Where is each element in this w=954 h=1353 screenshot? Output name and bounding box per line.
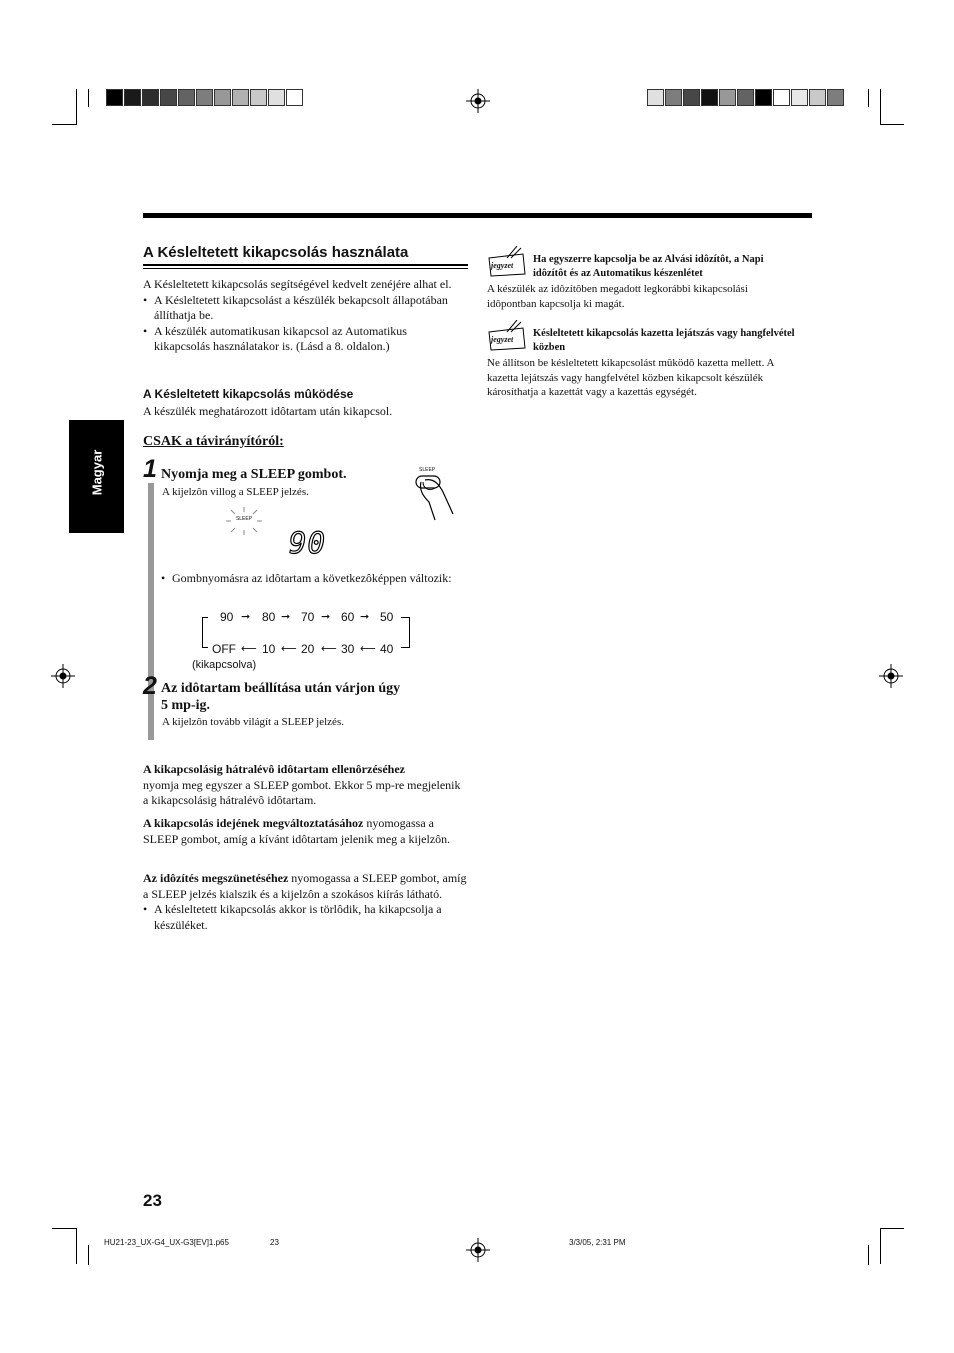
section-title: A Késleltetett kikapcsolás használata	[143, 244, 409, 261]
seq-top-0: 90	[220, 610, 234, 624]
side-tab-label: Magyar	[89, 449, 105, 496]
side-tab	[69, 420, 124, 533]
step1-number: 1	[143, 455, 157, 483]
note-2-title: Késleltetett kikapcsolás kazetta lejátszás vagy hangfelvétel közben	[533, 328, 795, 353]
note-2-icon-label: jegyzet	[491, 335, 514, 344]
step1-bullet: • Gombnyomásra az idôtartam a következôképpen változik:	[161, 571, 452, 587]
section-title-rule-thin	[143, 268, 468, 269]
top-rule	[143, 213, 812, 218]
section-title-rule	[143, 264, 468, 266]
seq-bottom-0: OFF	[212, 642, 236, 656]
seq-note: (kikapcsolva)	[192, 659, 257, 671]
arrow-right-icon: ➞	[360, 610, 370, 623]
check-paragraph	[143, 762, 468, 809]
sleep-button-label: SLEEP	[419, 467, 436, 473]
loop-bracket-right	[401, 617, 410, 648]
note-2-text: Ne állítson be késleltetett kikapcsolást mûködô kazetta mellett. A kazetta lejátszás vagy hangfelvétel közben kikapcsolt készülék károsíthatja a kazettát vagy a kazettás egységét.	[487, 357, 774, 398]
registration-mark-top-icon	[466, 89, 490, 113]
step2-title-line1: Az idôtartam beállítása után várjon úgy	[161, 681, 401, 696]
change-bold: A kikapcsolás idejének megváltoztatásához	[143, 816, 364, 830]
seq-bottom-3: 30	[341, 642, 355, 656]
display-sleep-indicator: SLEEP	[235, 516, 253, 522]
seq-top-3: 60	[341, 610, 355, 624]
step-bar	[148, 483, 154, 740]
footer-date: 3/3/05, 2:31 PM	[569, 1238, 626, 1247]
step1-title: Nyomja meg a SLEEP gombot.	[161, 467, 347, 482]
step2-title-line2: 5 mp-ig.	[161, 698, 210, 713]
arrow-left-icon: ⟵	[360, 642, 376, 655]
change-paragraph	[143, 816, 468, 847]
cancel-bullet: • A késleltetett kikapcsolás akkor is törlôdik, ha kikapcsolja a készüléket.	[143, 902, 468, 933]
seq-bottom-1: 10	[262, 642, 276, 656]
registration-mark-right-icon	[879, 664, 903, 688]
seq-bottom-2: 20	[301, 642, 315, 656]
cancel-paragraph	[143, 871, 468, 933]
note-1-text: A készülék az idôzítôben megadott legkorábbi kikapcsolási idôpontban kapcsolja ki magát.	[487, 283, 748, 310]
intro-text: A Késleltetett kikapcsolás segítségével kedvelt zenéjére alhat el.	[143, 277, 452, 291]
cancel-bold: Az idôzítés megszünetéséhez	[143, 871, 289, 885]
arrow-right-icon: ➞	[241, 610, 251, 623]
step1-desc: A kijelzôn villog a SLEEP jelzés.	[162, 486, 309, 498]
seq-top-4: 50	[380, 610, 394, 624]
loop-bracket-left	[202, 617, 208, 648]
change-text: nyomogassa a SLEEP gombot, amíg a kívánt idôtartam jelenik meg a kijelzôn.	[143, 816, 451, 846]
footer-page: 23	[270, 1238, 279, 1247]
arrow-left-icon: ⟵	[281, 642, 297, 655]
note-1-icon-label: jegyzet	[491, 261, 514, 270]
arrow-left-icon: ⟵	[321, 642, 337, 655]
arrow-left-icon: ⟵	[241, 642, 257, 655]
intro-bullet-1: • A Késleltetett kikapcsolást a készülék bekapcsolt állapotában állíthatja be.	[143, 293, 463, 324]
intro-bullet-2: • A készülék automatikusan kikapcsol az Automatikus kikapcsolás használatakor is. (Lásd a 8. oldalon.)	[143, 324, 463, 355]
operation-heading: A Késleltetett kikapcsolás mûködése	[143, 387, 354, 401]
step2-desc: A kijelzôn tovább világít a SLEEP jelzés.	[162, 716, 344, 728]
step2-number: 2	[143, 672, 157, 700]
intro	[143, 277, 463, 355]
remote-only-heading: CSAK a távirányítóról:	[143, 434, 284, 449]
note-1-title: Ha egyszerre kapcsolja be az Alvási idôzítôt, a Napi idôzítôt és az Automatikus készenlétet	[533, 254, 764, 279]
registration-mark-left-icon	[51, 664, 75, 688]
operation-text: A készülék meghatározott idôtartam után kikapcsol.	[143, 404, 393, 418]
seq-top-1: 80	[262, 610, 276, 624]
registration-mark-bottom-icon	[466, 1238, 490, 1262]
page-number: 23	[143, 1191, 162, 1210]
arrow-right-icon: ➞	[281, 610, 291, 623]
finger-press-icon	[413, 474, 468, 522]
check-bold: A kikapcsolásig hátralévô idôtartam ellenôrzéséhez	[143, 762, 405, 776]
arrow-right-icon: ➞	[321, 610, 331, 623]
check-text: nyomja meg egyszer a SLEEP gombot. Ekkor 5 mp-re megjelenik a kikapcsolásig hátralévô idôtartam.	[143, 777, 461, 807]
cancel-text: nyomogassa a SLEEP gombot, amíg a SLEEP jelzés kialszik és a kijelzôn a szokásos kiírás látható.	[143, 871, 467, 901]
footer-file: HU21-23_UX-G4_UX-G3[EV]1.p65	[104, 1238, 229, 1247]
display-value: 90	[289, 526, 326, 560]
seq-top-2: 70	[301, 610, 315, 624]
seq-bottom-4: 40	[380, 642, 394, 656]
